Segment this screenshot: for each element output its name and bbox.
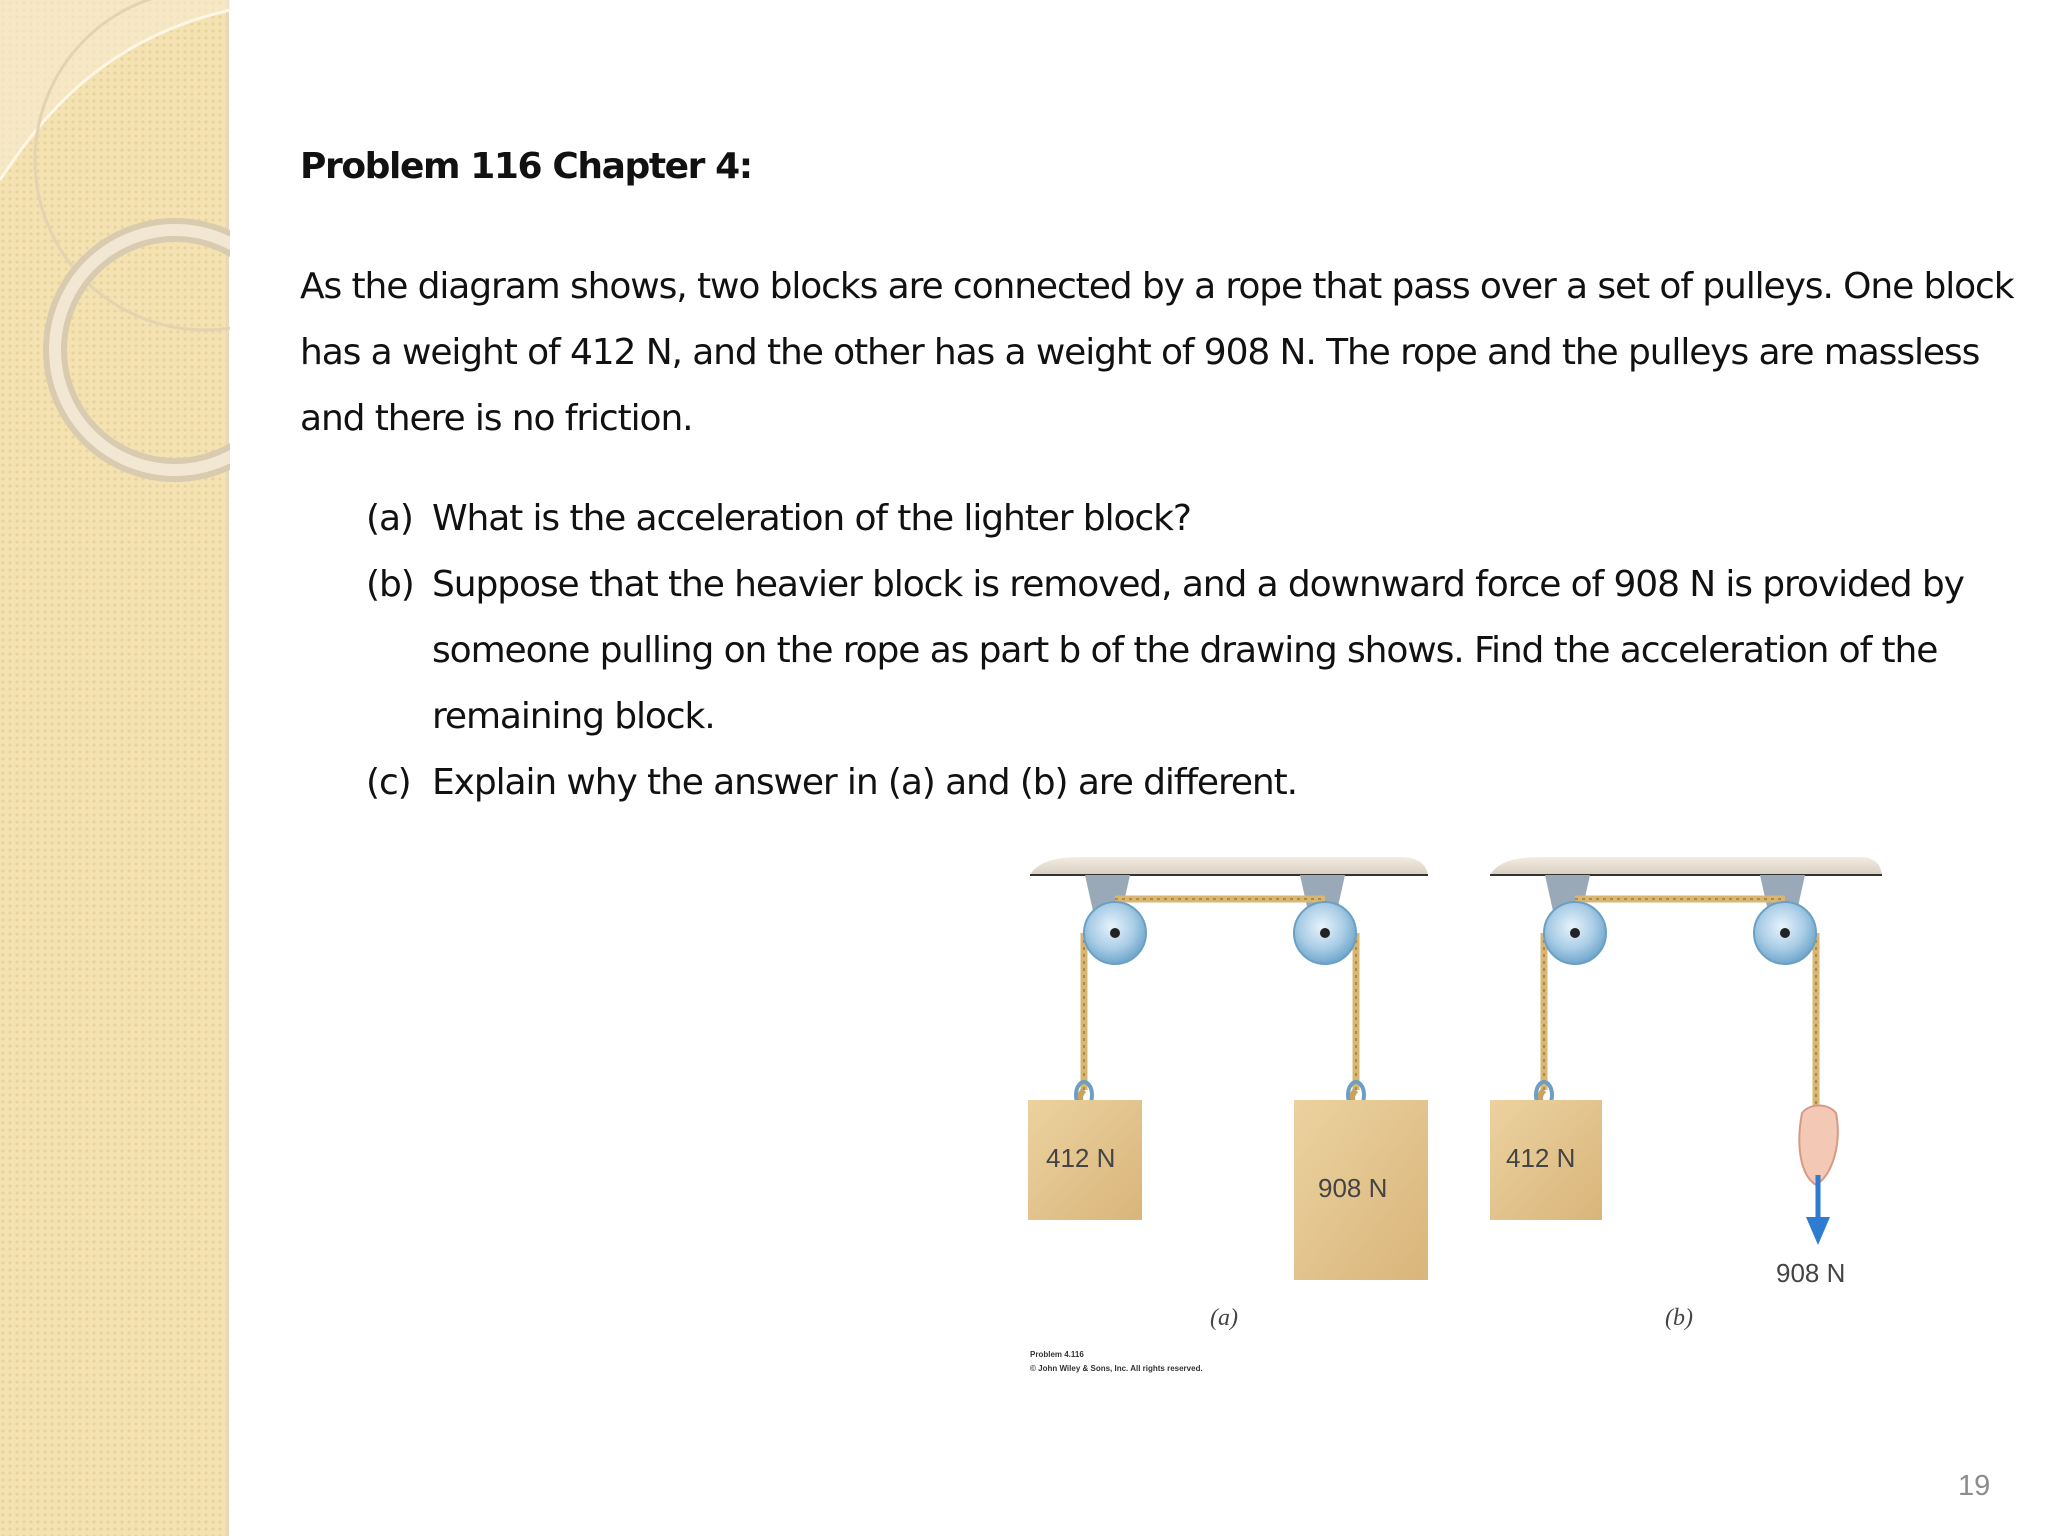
question-text: someone pulling on the rope as part b of the drawing shows. Find the acceleration of the xyxy=(432,630,1938,671)
question-label: (b) xyxy=(366,564,414,605)
ceiling xyxy=(1490,857,1882,875)
figure-credit: Problem 4.116 xyxy=(1030,1350,1084,1359)
question-b xyxy=(366,552,1964,750)
question-text: Explain why the answer in (a) and (b) are different. xyxy=(432,762,1297,803)
question-text: Suppose that the heavier block is removed, and a downward force of 908 N is provided by xyxy=(432,564,1964,605)
figure-credit: © John Wiley & Sons, Inc. All rights reserved. xyxy=(1030,1364,1203,1373)
block-weight-label: 908 N xyxy=(1318,1173,1388,1203)
question-label: (c) xyxy=(366,762,411,803)
force-label: 908 N xyxy=(1776,1258,1846,1288)
statement-line: and there is no friction. xyxy=(300,398,693,439)
part-a-label: (a) xyxy=(1210,1305,1238,1331)
page-number: 19 xyxy=(1958,1470,1991,1502)
question-a xyxy=(366,486,1191,552)
question-text: remaining block. xyxy=(432,696,715,737)
pulley-diagram xyxy=(1020,845,1940,1385)
block-weight-label: 412 N xyxy=(1046,1143,1116,1173)
problem-statement xyxy=(300,254,2014,452)
ceiling xyxy=(1030,857,1428,875)
problem-title: Problem 116 Chapter 4: xyxy=(300,146,752,187)
diagram-part-a xyxy=(1028,857,1428,1331)
block-weight-label: 412 N xyxy=(1506,1143,1576,1173)
decorative-rings xyxy=(0,0,230,500)
statement-line: As the diagram shows, two blocks are connected by a rope that pass over a set of pulleys. One block xyxy=(300,266,2014,307)
question-c xyxy=(366,750,1297,816)
diagram-part-b xyxy=(1490,857,1882,1331)
statement-line: has a weight of 412 N, and the other has a weight of 908 N. The rope and the pulleys are massless xyxy=(300,332,1980,373)
question-text: What is the acceleration of the lighter block? xyxy=(432,498,1191,539)
hand xyxy=(1799,1106,1837,1186)
part-b-label: (b) xyxy=(1665,1305,1693,1331)
question-label: (a) xyxy=(366,498,413,539)
